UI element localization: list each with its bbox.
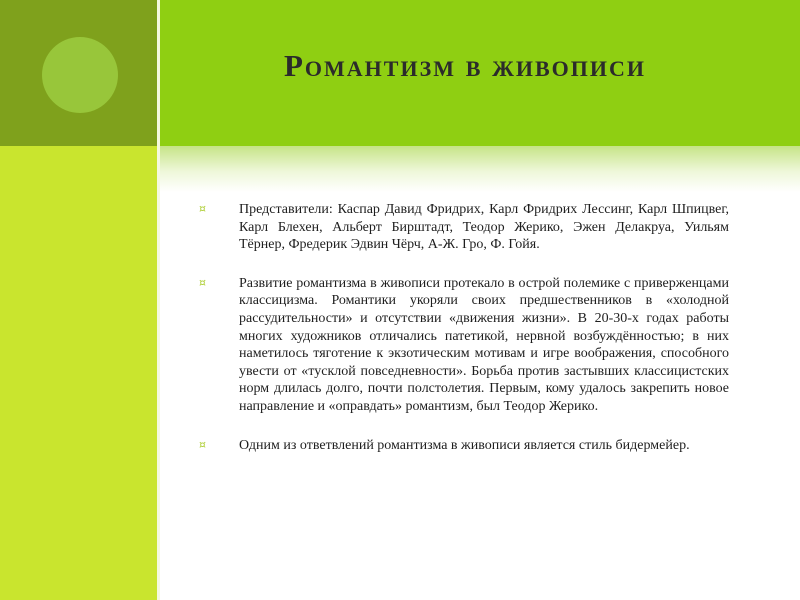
bullet-icon: ¤ — [199, 437, 206, 451]
list-item — [197, 201, 729, 254]
bullet-icon: ¤ — [199, 202, 206, 215]
list-item — [197, 275, 729, 416]
paragraph-text: Одним из ответвлений романтизма в живописи является стиль бидермейер. — [239, 437, 690, 453]
slide-title: Романтизм в живописи — [283, 48, 647, 83]
decorative-circle-icon — [42, 37, 118, 113]
bullet-icon: ¤ — [199, 275, 206, 289]
paragraph-text: Развитие романтизма в живописи протекало в острой полемике с приверженцами классицизма. Романтики укоряли своих предшественников в «холодной рассудительности» и отсутствии «движения жизни». В 20-30-х годах работы многих художников отличались патетикой, нервной возбуждённостью; в них наметилось тяготение к экзотическим мотивам и игре воображения, способного увести от «тусклой повседневности». Борьба против застывших классицистских норм длилась долго, почти полстолетия. Первым, кому удалось закрепить новое направление и «оправдать» романтизм, был Теодор Жерико. — [239, 275, 729, 414]
left-lime-band — [0, 146, 160, 600]
title-fade-band — [160, 146, 800, 192]
paragraph-text: Представители: Каспар Давид Фридрих, Карл Фридрих Лессинг, Карл Шпицвег, Карл Блехен, Альберт Бирштадт, Теодор Жерико, Эжен Делакруа, Уильям Тёрнер, Фредерик Эдвин Чёрч, А-Ж. Гро, Ф. Гойя. — [239, 202, 729, 253]
list-item — [197, 437, 729, 455]
slide-content — [197, 201, 729, 475]
